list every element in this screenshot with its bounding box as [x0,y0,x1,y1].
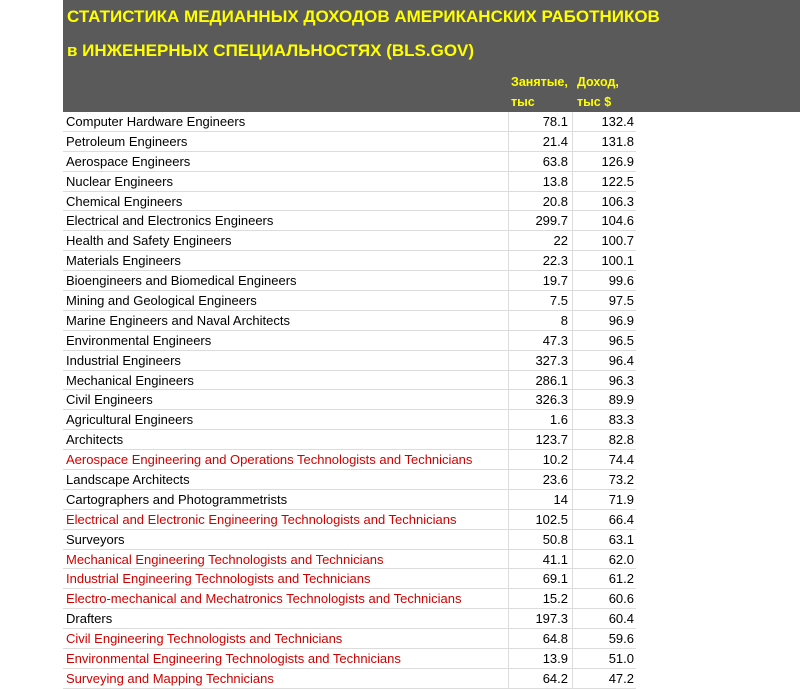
employed-cell[interactable]: 13.8 [509,172,573,191]
employed-cell[interactable]: 22.3 [509,251,573,270]
employed-cell[interactable]: 78.1 [509,112,573,131]
spreadsheet [63,0,660,689]
income-column-header [573,68,636,112]
occupation-cell[interactable]: Marine Engineers and Naval Architects [63,311,509,330]
employed-cell[interactable]: 286.1 [509,371,573,390]
table-row[interactable] [63,112,636,132]
employed-cell[interactable]: 19.7 [509,271,573,290]
income-cell[interactable]: 66.4 [608,511,634,527]
table-row[interactable] [63,271,636,291]
income-cell[interactable]: 96.4 [608,352,634,368]
table-row[interactable] [63,470,636,490]
income-cell[interactable]: 47.2 [608,670,634,686]
income-cell[interactable]: 122.5 [601,173,634,189]
income-cell[interactable]: 100.7 [601,233,634,249]
table-row[interactable] [63,609,636,629]
name-column-header [63,68,509,112]
employed-cell[interactable]: 15.2 [509,589,573,608]
table-row[interactable] [63,490,636,510]
employed-cell[interactable]: 10.2 [509,450,573,469]
occupation-cell[interactable]: Bioengineers and Biomedical Engineers [63,271,509,290]
occupation-cell[interactable]: Electrical and Electronics Engineers [63,211,509,230]
occupation-cell[interactable]: Computer Hardware Engineers [63,112,509,131]
employed-cell[interactable]: 327.3 [509,351,573,370]
table-body [63,112,636,689]
occupation-cell[interactable]: Petroleum Engineers [63,132,509,151]
table-row[interactable] [63,669,636,689]
occupation-cell[interactable]: Electrical and Electronic Engineering Technologists and Technicians [63,510,509,529]
employed-header-line-2: тыс [511,95,535,109]
table-row[interactable] [63,211,636,231]
income-cell[interactable]: 83.3 [608,412,634,428]
table-row[interactable] [63,251,636,271]
income-cell[interactable]: 60.6 [608,591,634,607]
table-row[interactable] [63,132,636,152]
employed-cell[interactable]: 47.3 [509,331,573,350]
table-row[interactable] [63,629,636,649]
income-cell[interactable]: 104.6 [601,213,634,229]
table-row[interactable] [63,589,636,609]
occupation-cell[interactable]: Electro-mechanical and Mechatronics Technologists and Technicians [63,589,509,608]
table-row[interactable] [63,390,636,410]
income-cell[interactable]: 59.6 [608,631,634,647]
income-cell[interactable]: 96.3 [608,372,634,388]
title-line-1: СТАТИСТИКА МЕДИАННЫХ ДОХОДОВ АМЕРИКАНСКИХ РАБОТНИКОВ [67,7,660,26]
employed-cell[interactable]: 102.5 [509,510,573,529]
employed-cell[interactable]: 123.7 [509,430,573,449]
table-row[interactable] [63,450,636,470]
income-cell[interactable]: 131.8 [601,133,634,149]
table-row[interactable] [63,152,636,172]
income-cell[interactable]: 82.8 [608,432,634,448]
income-cell[interactable]: 96.9 [608,312,634,328]
income-cell[interactable]: 100.1 [601,253,634,269]
occupation-cell[interactable]: Aerospace Engineers [63,152,509,171]
employed-cell[interactable]: 197.3 [509,609,573,628]
title-line-2: в ИНЖЕНЕРНЫХ СПЕЦИАЛЬНОСТЯХ (BLS.GOV) [67,41,475,60]
table-row[interactable] [63,569,636,589]
table-row[interactable] [63,351,636,371]
employed-cell[interactable]: 7.5 [509,291,573,310]
employed-cell[interactable]: 41.1 [509,550,573,569]
column-headers [63,68,800,112]
income-header-line-1: Доход, [577,75,619,89]
occupation-cell[interactable]: Civil Engineers [63,390,509,409]
employed-cell[interactable]: 64.8 [509,629,573,648]
occupation-cell[interactable]: Health and Safety Engineers [63,231,509,250]
employed-cell[interactable]: 69.1 [509,569,573,588]
income-cell[interactable]: 132.4 [601,114,634,129]
occupation-cell[interactable]: Drafters [63,609,509,628]
occupation-cell[interactable]: Agricultural Engineers [63,410,509,429]
income-cell[interactable]: 61.2 [608,571,634,587]
table-row[interactable] [63,510,636,530]
table-row[interactable] [63,530,636,550]
occupation-cell[interactable]: Mechanical Engineers [63,371,509,390]
income-cell[interactable]: 96.5 [608,332,634,348]
table-row[interactable] [63,410,636,430]
income-cell[interactable]: 63.1 [608,531,634,547]
occupation-cell[interactable]: Civil Engineering Technologists and Technicians [63,629,509,648]
employed-cell[interactable]: 14 [509,490,573,509]
income-cell[interactable]: 97.5 [608,293,634,309]
occupation-cell[interactable]: Architects [63,430,509,449]
occupation-cell[interactable]: Materials Engineers [63,251,509,270]
income-cell[interactable]: 89.9 [608,392,634,408]
income-cell[interactable]: 60.4 [608,611,634,627]
table-row[interactable] [63,192,636,212]
table-row[interactable] [63,331,636,351]
occupation-cell[interactable]: Industrial Engineers [63,351,509,370]
table-row[interactable] [63,430,636,450]
table-row[interactable] [63,371,636,391]
employed-cell[interactable]: 1.6 [509,410,573,429]
occupation-cell[interactable]: Chemical Engineers [63,192,509,211]
employed-cell[interactable]: 326.3 [509,390,573,409]
employed-cell[interactable]: 22 [509,231,573,250]
employed-column-header [509,68,573,112]
table-header [63,0,800,112]
employed-cell[interactable]: 63.8 [509,152,573,171]
occupation-cell[interactable]: Industrial Engineering Technologists and Technicians [63,569,509,588]
income-cell[interactable]: 62.0 [608,551,634,567]
employed-cell[interactable]: 23.6 [509,470,573,489]
income-cell[interactable]: 126.9 [601,153,634,169]
occupation-cell[interactable]: Nuclear Engineers [63,172,509,191]
table-row[interactable] [63,649,636,669]
occupation-cell[interactable]: Environmental Engineering Technologists and Technicians [63,649,509,668]
income-cell[interactable]: 99.6 [608,273,634,289]
table-row[interactable] [63,291,636,311]
income-cell[interactable]: 71.9 [608,491,634,507]
employed-cell[interactable]: 299.7 [509,211,573,230]
employed-cell[interactable]: 13.9 [509,649,573,668]
employed-cell[interactable]: 21.4 [509,132,573,151]
occupation-cell[interactable]: Surveying and Mapping Technicians [63,669,509,688]
employed-cell[interactable]: 20.8 [509,192,573,211]
occupation-cell[interactable]: Environmental Engineers [63,331,509,350]
occupation-cell[interactable]: Mining and Geological Engineers [63,291,509,310]
income-cell[interactable]: 51.0 [608,651,634,667]
table-row[interactable] [63,550,636,570]
income-cell[interactable]: 73.2 [608,472,634,488]
occupation-cell[interactable]: Aerospace Engineering and Operations Technologists and Technicians [63,450,509,469]
occupation-cell[interactable]: Surveyors [63,530,509,549]
occupation-cell[interactable]: Landscape Architects [63,470,509,489]
table-row[interactable] [63,311,636,331]
income-cell[interactable]: 74.4 [608,452,634,468]
table-row[interactable] [63,172,636,192]
employed-cell[interactable]: 50.8 [509,530,573,549]
income-header-line-2: тыс $ [577,95,612,109]
income-cell[interactable]: 106.3 [601,193,634,209]
occupation-cell[interactable]: Mechanical Engineering Technologists and Technicians [63,550,509,569]
table-row[interactable] [63,231,636,251]
employed-cell[interactable]: 64.2 [509,669,573,688]
occupation-cell[interactable]: Cartographers and Photogrammetrists [63,490,509,509]
employed-cell[interactable]: 8 [509,311,573,330]
employed-header-line-1: Занятые, [511,75,568,89]
